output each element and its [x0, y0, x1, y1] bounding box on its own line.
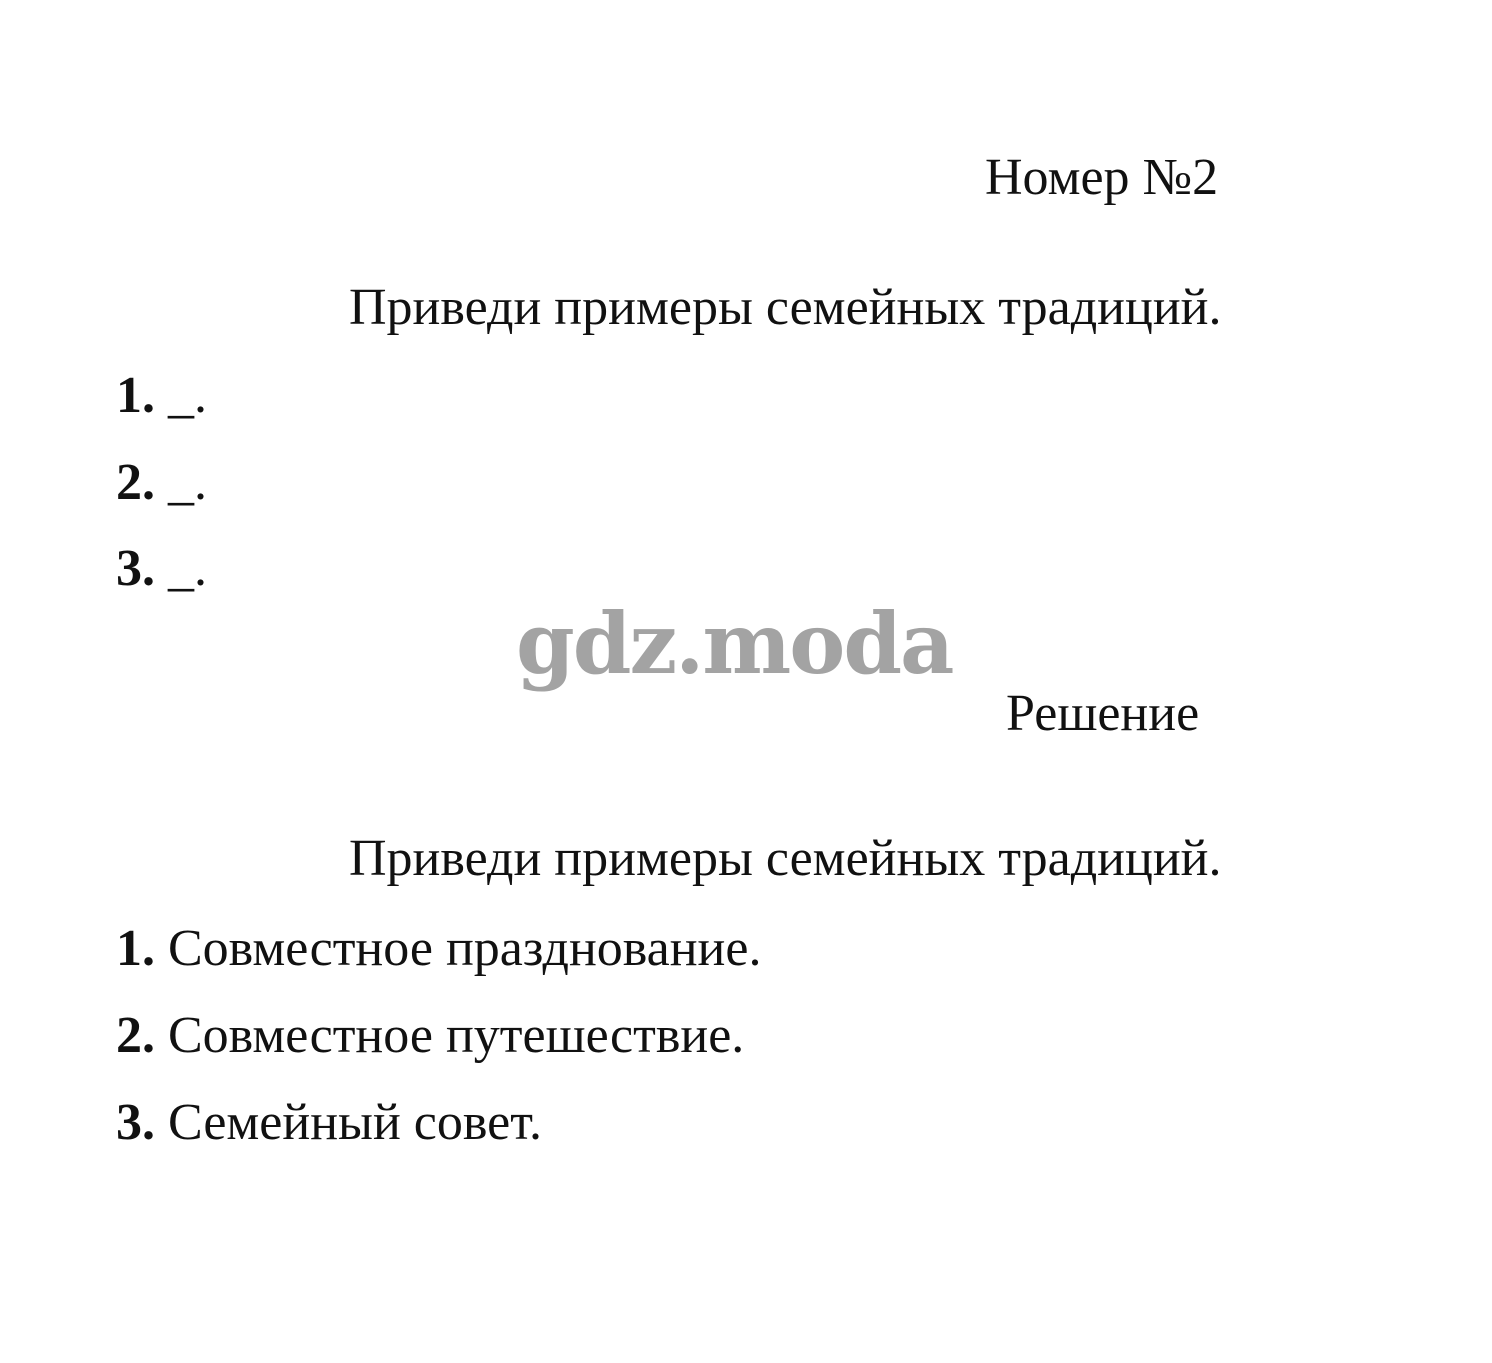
task-prompt: Приведи примеры семейных традиций. [349, 279, 1222, 336]
solution-list-item [116, 1094, 543, 1151]
solution-item-text: Семейный совет. [168, 1094, 543, 1151]
task-item-number: 2. [116, 454, 155, 511]
solution-item-number: 1. [116, 920, 155, 977]
solution-list-item [116, 920, 762, 977]
solution-prompt: Приведи примеры семейных традиций. [349, 830, 1222, 887]
task-list-item [116, 367, 207, 424]
solution-item-number: 3. [116, 1094, 155, 1151]
solution-list-item [116, 1007, 745, 1064]
solution-item-text: Совместное празднование. [168, 920, 762, 977]
solution-item-text: Совместное путешествие. [168, 1007, 745, 1064]
solution-item-number: 2. [116, 1007, 155, 1064]
task-item-text: _. [168, 454, 207, 511]
task-number-title: Номер №2 [985, 149, 1219, 206]
task-item-number: 1. [116, 367, 155, 424]
task-item-text: _. [168, 540, 207, 597]
task-list-item [116, 540, 207, 597]
watermark-logo: gdz.moda [516, 594, 953, 693]
task-item-text: _. [168, 367, 207, 424]
task-list-item [116, 454, 207, 511]
solution-heading: Решение [1006, 685, 1200, 742]
task-item-number: 3. [116, 540, 155, 597]
